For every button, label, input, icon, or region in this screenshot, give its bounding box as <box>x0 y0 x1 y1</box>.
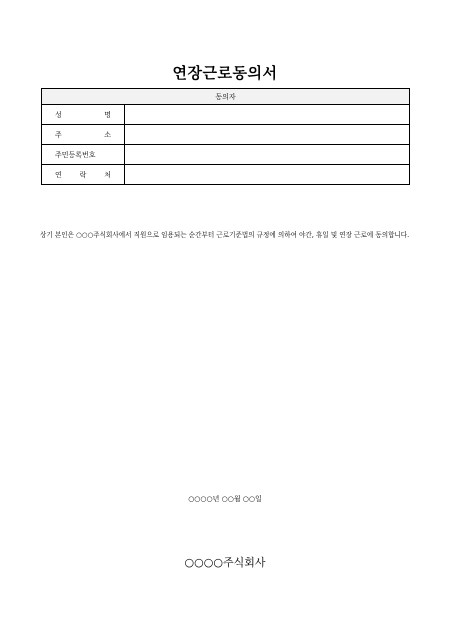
name-value[interactable] <box>125 105 410 125</box>
table-header-row <box>42 89 410 105</box>
contact-label-cell <box>42 165 125 185</box>
consenter-table <box>41 88 410 185</box>
name-label: 성 명 <box>55 110 111 119</box>
table-row-resident-number <box>42 145 410 165</box>
resident-number-value[interactable] <box>125 145 410 165</box>
name-label-cell <box>42 105 125 125</box>
table-row-address <box>42 125 410 145</box>
company-name: ○○○○주식회사 <box>184 556 266 569</box>
document-title: 연장근로동의서 <box>172 64 278 82</box>
date-line: ○○○○년 ○○월 ○○일 <box>188 495 262 503</box>
address-label-cell <box>42 125 125 145</box>
resident-number-label: 주민등록번호 <box>55 150 96 159</box>
consent-statement: 상기 본인은 ○○○주식회사에서 직원으로 임용되는 순간부터 근로기준법의 규정에 의하여 야간, 휴일 및 연장 근로에 동의합니다. <box>40 231 410 239</box>
resident-number-label-cell <box>42 145 125 165</box>
table-row-contact <box>42 165 410 185</box>
contact-label: 연 락 처 <box>55 170 111 179</box>
address-value[interactable] <box>125 125 410 145</box>
table-header: 동의자 <box>42 89 410 105</box>
address-label: 주 소 <box>55 130 111 139</box>
contact-value[interactable] <box>125 165 410 185</box>
table-row-name <box>42 105 410 125</box>
